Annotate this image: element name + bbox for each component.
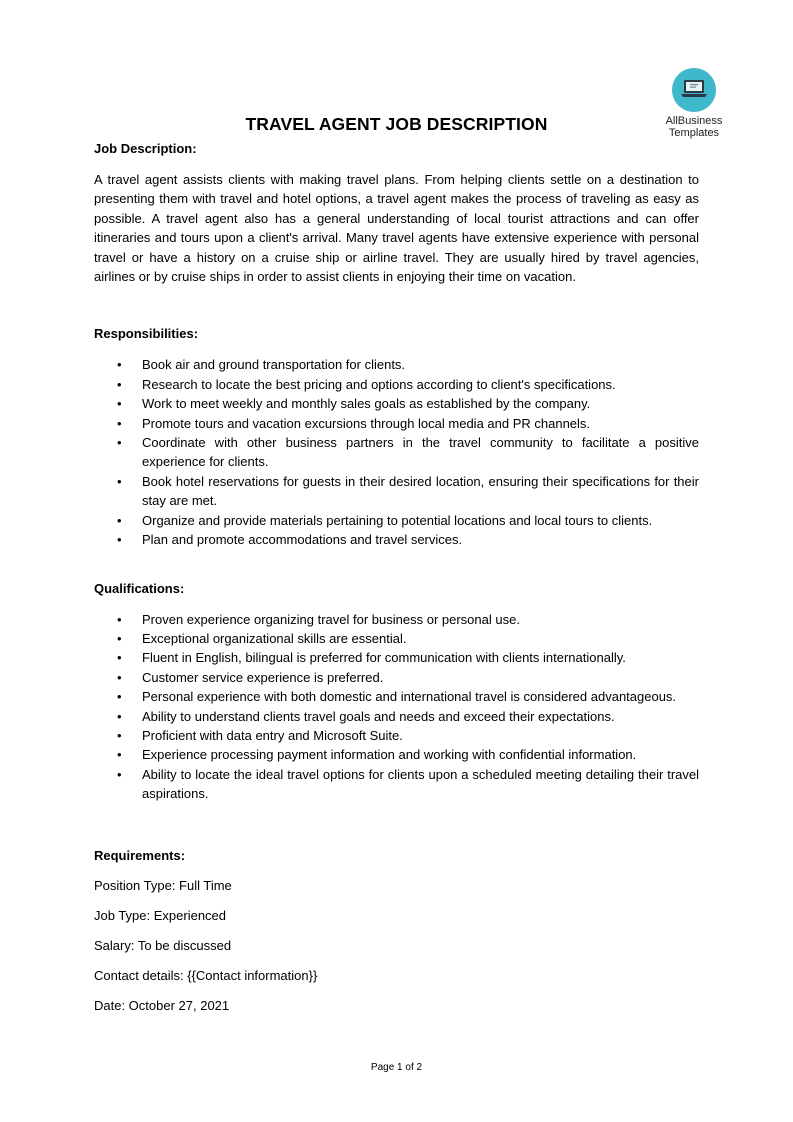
job-type: Job Type: Experienced (94, 907, 227, 923)
bullet-icon: • (117, 435, 122, 451)
list-item-text: Promote tours and vacation excursions through local media and PR channels. (142, 415, 591, 431)
salary: Salary: To be discussed (94, 937, 232, 953)
bullet-icon: • (117, 669, 122, 685)
bullet-icon: • (117, 611, 122, 627)
logo-line-2: Templates (668, 127, 720, 139)
list-item (94, 726, 699, 745)
bullet-icon: • (117, 650, 122, 666)
list-item-text: Book hotel reservations for guests in their desired location, ensuring their specifications for their stay are met. (142, 473, 699, 509)
list-item-text: Fluent in English, bilingual is preferred for communication with clients internationally. (142, 650, 626, 666)
job-description-heading: Job Description: (94, 141, 197, 156)
qualifications-list (94, 610, 699, 804)
list-item (94, 472, 699, 511)
list-item (94, 530, 699, 549)
list-item-text: Coordinate with other business partners in the travel community to facilitate a positive experience for clients. (142, 435, 699, 470)
bullet-icon: • (117, 727, 122, 743)
list-item (94, 355, 699, 374)
bullet-icon: • (117, 532, 122, 548)
bullet-icon: • (117, 708, 122, 724)
list-item (94, 610, 699, 629)
bullet-icon: • (117, 747, 122, 763)
list-item (94, 765, 699, 804)
document-title: TRAVEL AGENT JOB DESCRIPTION (245, 114, 548, 134)
list-item-text: Plan and promote accommodations and travel services. (142, 532, 463, 548)
job-description-text: A travel agent assists clients with making travel plans. From helping clients settle on a destination to presenting them with travel and hotel options, a travel agent makes the process of traveling as easy as possible. A travel agent also has a general understanding of local tourist attractions and can offer itineraries and tours upon a client's arrival. Many travel agents have extensive experience with personal travel or have a history on a cruise ship or airline travel. They are usually hired by travel agencies, airlines or by cruise ships in order to assist clients in enjoying their time on vacation. (94, 172, 699, 285)
list-item-text: Proven experience organizing travel for business or personal use. (142, 611, 520, 627)
bullet-icon: • (117, 357, 122, 373)
list-item-text: Ability to locate the ideal travel options for clients upon a scheduled meeting detailing their travel aspirations. (142, 766, 699, 802)
list-item-text: Organize and provide materials pertaining to potential locations and local tours to clients. (142, 512, 653, 528)
list-item (94, 707, 699, 726)
list-item-text: Ability to understand clients travel goals and needs and exceed their expectations. (142, 708, 615, 724)
list-item-text: Customer service experience is preferred. (142, 669, 384, 685)
list-item-text: Proficient with data entry and Microsoft Suite. (142, 727, 403, 743)
list-item-text: Work to meet weekly and monthly sales goals as established by the company. (142, 396, 591, 412)
responsibilities-list (94, 355, 699, 549)
list-item-text: Research to locate the best pricing and options according to client's specifications. (142, 376, 616, 392)
bullet-icon: • (117, 766, 122, 782)
list-item (94, 433, 699, 472)
list-item (94, 687, 699, 706)
requirements-heading: Requirements: (94, 847, 186, 863)
bullet-icon: • (117, 376, 122, 392)
contact-details: Contact details: {{Contact information}} (94, 967, 318, 983)
list-item (94, 745, 699, 764)
list-item-text: Exceptional organizational skills are essential. (142, 630, 407, 646)
bullet-icon: • (117, 415, 122, 431)
responsibilities-heading: Responsibilities: (94, 326, 199, 342)
list-item (94, 414, 699, 433)
page-number: Page 1 of 2 (370, 1062, 423, 1073)
bullet-icon: • (117, 689, 122, 705)
list-item (94, 511, 699, 530)
bullet-icon: • (117, 396, 122, 412)
qualifications-heading: Qualifications: (94, 580, 185, 596)
list-item (94, 394, 699, 413)
bullet-icon: • (117, 630, 122, 646)
list-item (94, 629, 699, 648)
list-item (94, 668, 699, 687)
list-item-text: Experience processing payment information and working with confidential information. (142, 747, 637, 763)
bullet-icon: • (117, 512, 122, 528)
laptop-icon (672, 68, 716, 112)
list-item-text: Personal experience with both domestic and international travel is considered advantageous. (142, 689, 677, 705)
logo-line-1: AllBusiness (665, 115, 723, 127)
document-body (94, 140, 699, 1015)
bullet-icon: • (117, 473, 122, 489)
list-item (94, 648, 699, 667)
list-item-text: Book air and ground transportation for clients. (142, 357, 406, 373)
list-item (94, 375, 699, 394)
date: Date: October 27, 2021 (94, 997, 230, 1013)
position-type: Position Type: Full Time (94, 877, 232, 893)
